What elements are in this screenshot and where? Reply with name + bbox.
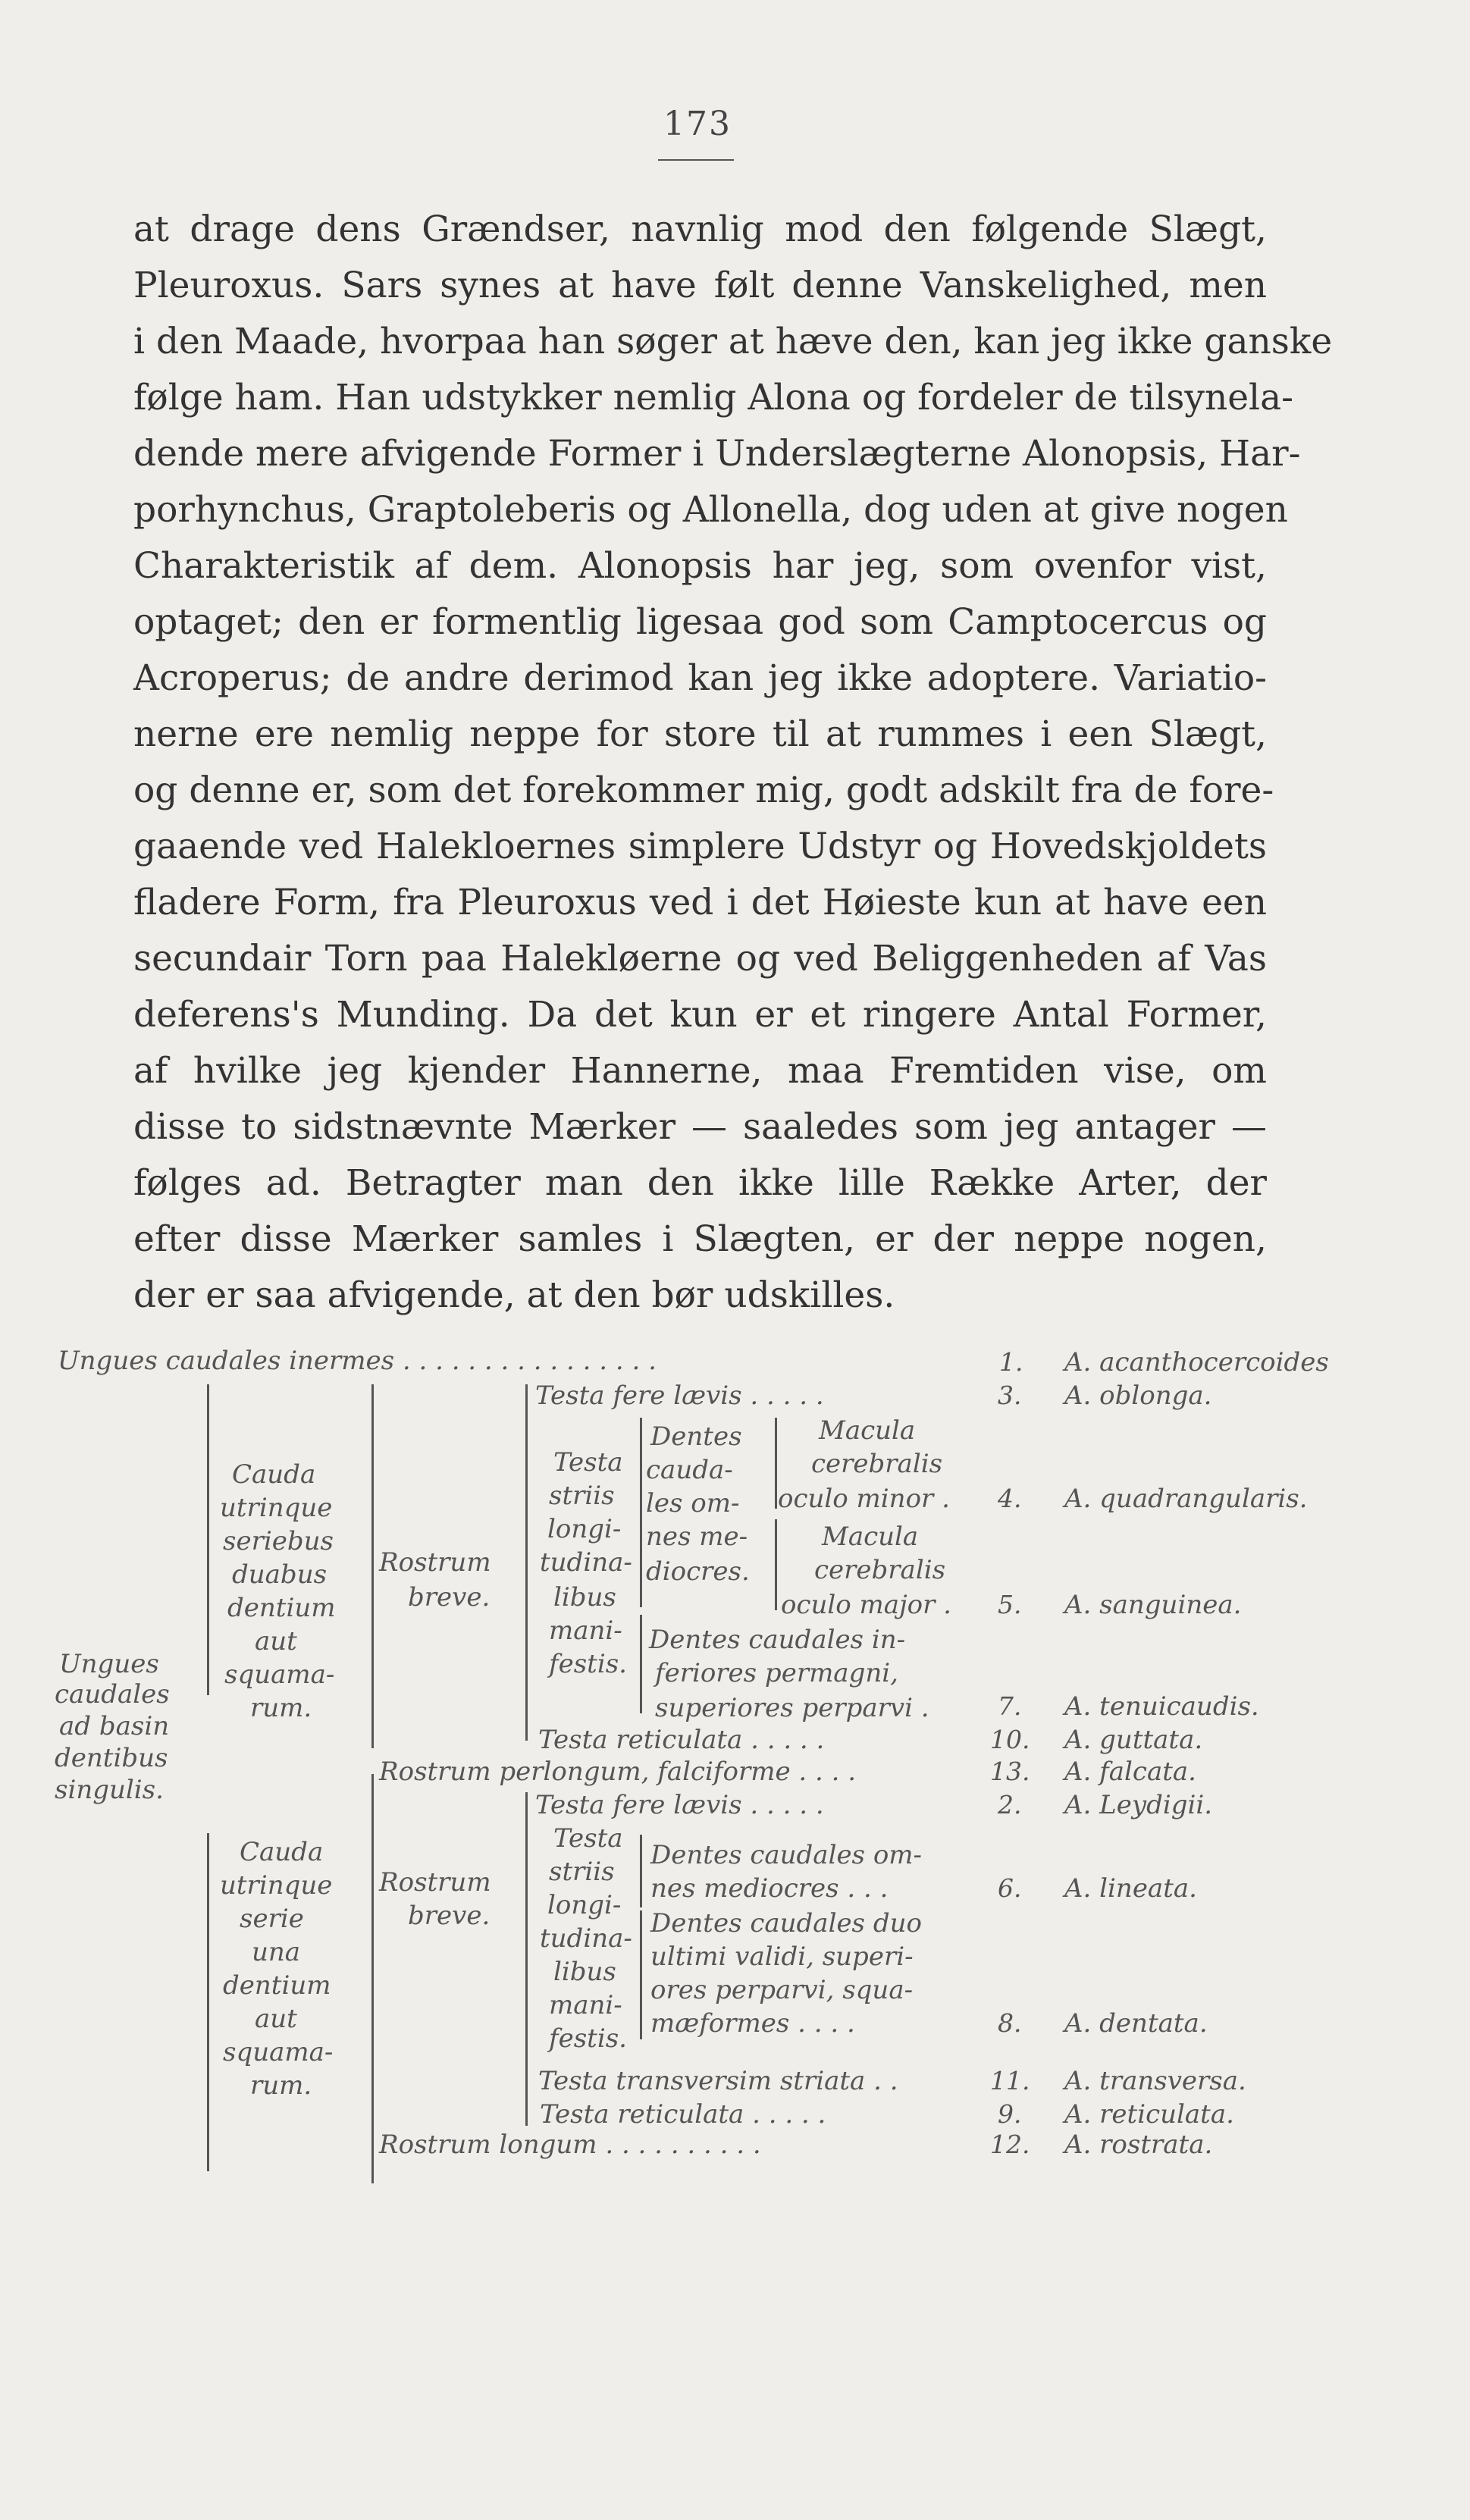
paragraph-line: efter disse Mærker samles i Slægten, er der neppe nogen, [133,1218,1267,1260]
species-name: A. guttata. [1064,1725,1203,1755]
brace [640,1910,642,2039]
key-text: striis [549,1481,615,1511]
species-name: A. quadrangularis. [1064,1484,1308,1514]
key-text: cerebralis [814,1555,946,1585]
key-text: feriores permagni, [655,1658,898,1688]
key-text: Dentes caudales in- [649,1625,906,1655]
paragraph-line: gaaende ved Halekloernes simplere Udstyr og Hovedskjoldets [133,826,1267,867]
key-text: Dentes caudales duo [650,1908,922,1939]
key-text: breve. [408,1582,491,1613]
key-text: utrinque [220,1493,333,1523]
key-text: Macula [819,1415,916,1446]
key-text: oculo major . [781,1590,951,1620]
key-text: dentium [223,1970,331,2001]
paragraph-line: deferens's Munding. Da det kun er et ringere Antal Former, [133,994,1267,1036]
key-text: rum. [250,2070,312,2101]
species-name: A. acanthocercoides [1064,1347,1329,1378]
key-text: Testa [553,1447,623,1478]
key-text: rum. [250,1693,312,1723]
key-number: 10. [990,1725,1030,1754]
key-rostrum-longum: Rostrum longum . . . . . . . . . . [379,2130,761,2160]
key-text: longi- [547,1514,622,1544]
key-text: caudales [55,1679,170,1710]
key-text: ad basin [59,1711,170,1741]
paragraph-line: af hvilke jeg kjender Hannerne, maa Fremtiden vise, om [133,1050,1267,1092]
key-text: Cauda [240,1837,324,1867]
paragraph-line: dende mere afvigende Former i Underslægterne Alonopsis, Har- [133,433,1301,475]
paragraph-line: og denne er, som det forekommer mig, godt adskilt fra de fore- [133,769,1274,811]
key-text: nes mediocres . . . [650,1873,889,1904]
species-name: A. transversa. [1064,2066,1246,2096]
key-number: 8. [998,2008,1022,2038]
key-text: diocres. [646,1556,750,1587]
key-text: seriebus [223,1526,334,1556]
paragraph-line: fladere Form, fra Pleuroxus ved i det Høieste kun at have een [133,882,1267,923]
key-text: squama- [223,2037,334,2067]
key-text: les om- [646,1488,740,1519]
brace [207,1384,209,1695]
paragraph-line: porhynchus, Graptoleberis og Allonella, dog uden at give nogen [133,489,1288,531]
brace [775,1519,777,1610]
brace [525,1384,528,1741]
paragraph-line: Charakteristik af dem. Alonopsis har jeg, som ovenfor vist, [133,545,1267,587]
key-text: superiores perparvi . [655,1693,929,1723]
key-text: ores perparvi, squa- [650,1975,914,2005]
species-name: A. dentata. [1064,2008,1208,2039]
key-text: festis. [549,2023,627,2054]
key-text: mani- [549,1616,622,1646]
key-ungues-inermes: Ungues caudales inermes . . . . . . . . . . . . . . . . [58,1346,657,1376]
key-number: 6. [998,1873,1022,1903]
key-text: cerebralis [811,1449,943,1479]
key-text: Testa [553,1823,623,1854]
key-testa-transversim: Testa transversim striata . . [538,2066,898,2096]
key-number: 2. [998,1790,1022,1819]
species-name: A. lineata. [1064,1873,1197,1904]
species-name: A. rostrata. [1064,2130,1213,2160]
species-name: A. tenuicaudis. [1064,1691,1259,1722]
key-testa-fere-laevis: Testa fere lævis . . . . . [535,1790,824,1820]
key-text: oculo minor . [778,1484,950,1514]
key-text: utrinque [220,1870,333,1901]
key-text: cauda- [646,1455,733,1485]
key-text: dentibus [55,1743,168,1773]
key-testa-reticulata: Testa reticulata . . . . . [538,1725,825,1755]
key-text: tudina- [540,1547,632,1578]
key-text: mæformes . . . . [650,2008,855,2039]
paragraph-line: følges ad. Betragter man den ikke lille Række Arter, der [133,1162,1267,1204]
key-number: 13. [990,1757,1030,1786]
key-text: Ungues [59,1649,159,1679]
key-number: 9. [998,2099,1022,2129]
species-name: A. oblonga. [1064,1381,1212,1411]
key-text: serie [240,1904,304,1934]
key-text: breve. [408,1901,491,1931]
key-text: ultimi validi, superi- [650,1942,914,1972]
paragraph-line: nerne ere nemlig neppe for store til at rummes i een Slægt, [133,713,1267,755]
key-number: 7. [998,1691,1022,1721]
brace [775,1418,777,1509]
key-text: tudina- [540,1923,632,1954]
key-text: longi- [547,1890,622,1920]
species-name: A. sanguinea. [1064,1590,1242,1620]
key-text: libus [553,1957,616,1987]
paragraph-line: at drage dens Grændser, navnlig mod den følgende Slægt, [133,208,1267,250]
key-number: 11. [990,2066,1030,2095]
key-text: Rostrum [379,1547,491,1578]
key-number: 5. [998,1590,1022,1619]
key-rostrum-perlongum: Rostrum perlongum, falciforme . . . . [379,1757,857,1787]
species-name: A. falcata. [1064,1757,1196,1787]
key-text: aut [255,2004,297,2034]
key-text: Cauda [232,1459,316,1490]
brace [207,1833,209,2171]
paragraph-line: optaget; den er formentlig ligesaa god som Camptocercus og [133,601,1267,643]
key-text: Dentes caudales om- [650,1840,923,1870]
key-number: 12. [990,2130,1030,2159]
key-number: 3. [998,1381,1022,1410]
paragraph-line: Pleuroxus. Sars synes at have følt denne Vanskelighed, men [133,265,1267,306]
key-text: libus [553,1582,616,1613]
key-testa-reticulata: Testa reticulata . . . . . [540,2099,826,2130]
brace [640,1835,642,1907]
page-number: 173 [663,105,732,143]
paragraph-line: der er saa afvigende, at den bør udskilles. [133,1274,895,1316]
key-text: squama- [224,1660,335,1690]
key-text: singulis. [55,1775,164,1805]
brace [640,1615,642,1713]
paragraph-line: følge ham. Han udstykker nemlig Alona og fordeler de tilsynela- [133,377,1293,418]
brace [525,1792,528,2126]
paragraph-line: secundair Torn paa Halekløerne og ved Beliggenheden af Vas [133,938,1267,979]
key-text: festis. [549,1649,627,1679]
brace [640,1418,642,1607]
species-name: A. reticulata. [1064,2099,1234,2130]
key-text: Rostrum [379,1867,491,1898]
paragraph-line: Acroperus; de andre derimod kan jeg ikke adoptere. Variatio- [133,657,1267,699]
key-text: striis [549,1857,615,1887]
key-text: mani- [549,1990,622,2020]
brace [371,1774,374,2183]
key-text: duabus [232,1559,328,1590]
key-text: nes me- [646,1522,748,1552]
paragraph-line: disse to sidstnævnte Mærker — saaledes som jeg antager — [133,1106,1267,1148]
key-testa-fere-laevis: Testa fere lævis . . . . . [535,1381,824,1411]
species-name: A. Leydigii. [1064,1790,1213,1820]
key-text: Macula [822,1522,919,1552]
key-text: dentium [227,1593,336,1623]
key-number: 1. [999,1347,1023,1377]
paragraph-line: i den Maade, hvorpaa han søger at hæve den, kan jeg ikke ganske [133,321,1333,362]
brace [371,1384,374,1748]
key-text: Dentes [650,1421,742,1452]
key-text: una [252,1937,301,1967]
key-number: 4. [998,1484,1022,1513]
key-text: aut [255,1626,297,1656]
